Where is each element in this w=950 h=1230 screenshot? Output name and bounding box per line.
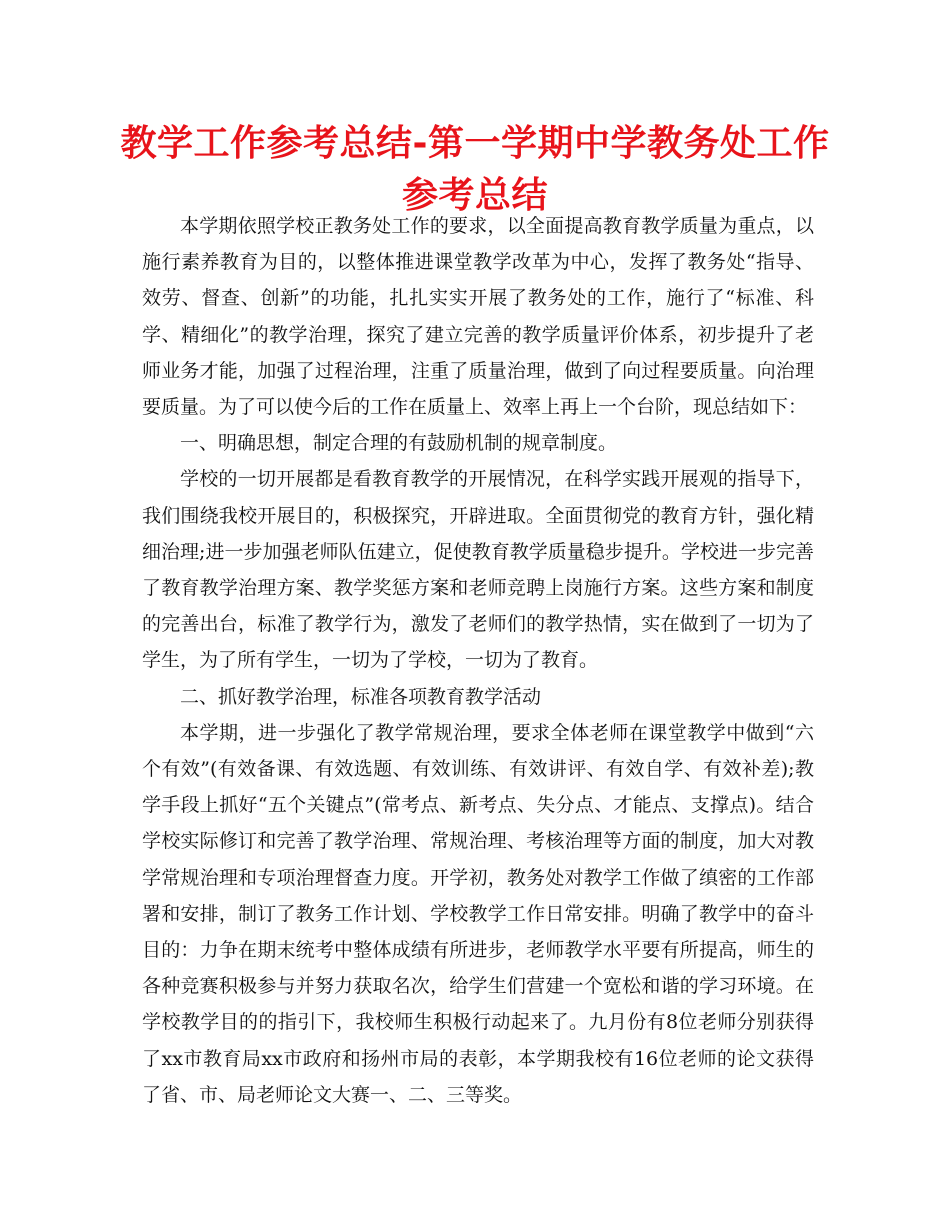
paragraph-intro: 本学期依照学校正教务处工作的要求，以全面提高教育教学质量为重点，以施行素养教育为目的，以整体推进课堂教学改革为中心，发挥了教务处“指导、效劳、督查、创新”的功能，扎扎实实开展了教务处的工作，施行了“标准、科学、精细化”的教学治理，探究了建立完善的教学质量评价体系，初步提升了老师业务才能，加强了过程治理，注重了质量治理，做到了向过程要质量。向治理要质量。为了可以使今后的工作在质量上、效率上再上一个台阶，现总结如下：: [142, 215, 814, 419]
document-body: [142, 208, 814, 1113]
document-title: 教学工作参考总结-第一学期中学教务处工作参考总结: [120, 123, 830, 216]
section-heading-1: 一、明确思想，制定合理的有鼓励机制的规章制度。: [180, 432, 618, 455]
paragraph-section-2: 本学期，进一步强化了教学常规治理，要求全体老师在课堂教学中做到“六个有效”(有效备课、有效选题、有效训练、有效讲评、有效自学、有效补差);教学手段上抓好“五个关键点”(常考点、新考点、失分点、才能点、支撑点)。结合学校实际修订和完善了教学治理、常规治理、考核治理等方面的制度，加大对教学常规治理和专项治理督查力度。开学初，教务处对教学工作做了缜密的工作部署和安排，制订了教务工作计划、学校教学工作日常安排。明确了教学中的奋斗目的：力争在期末统考中整体成绩有所进步，老师教学水平要有所提高，师生的各种竞赛积极参与并努力获取名次，给学生们营建一个宽松和谐的学习环境。在学校教学目的的指引下，我校师生积极行动起来了。九月份有8位老师分别获得了xx市教育局xx市政府和扬州市局的表彰，本学期我校有16位老师的论文获得了省、市、局老师论文大赛一、二、三等奖。: [142, 721, 814, 1106]
paragraph-section-1: 学校的一切开展都是看教育教学的开展情况，在科学实践开展观的指导下，我们围绕我校开展目的，积极探究，开辟进取。全面贯彻党的教育方针，强化精细治理;进一步加强老师队伍建立，促使教育教学质量稳步提升。学校进一步完善了教育教学治理方案、教学奖惩方案和老师竞聘上岗施行方案。这些方案和制度的完善出台，标准了教学行为，激发了老师们的教学热情，实在做到了一切为了学生，为了所有学生，一切为了学校，一切为了教育。: [142, 468, 814, 672]
section-heading-2: 二、抓好教学治理，标准各项教育教学活动: [180, 685, 542, 708]
